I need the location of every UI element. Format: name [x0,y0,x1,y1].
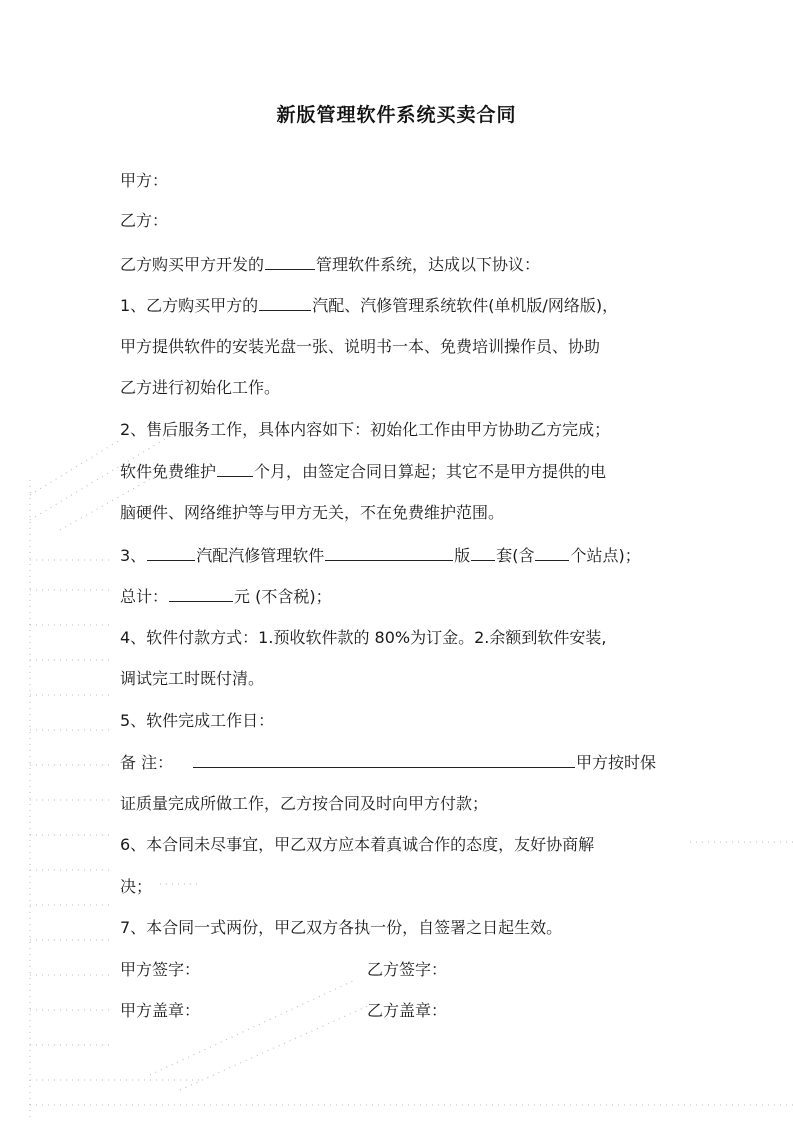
clause3-prefix: 3、 [120,546,147,565]
party-b-signature-label: 乙方签字： [367,960,448,979]
clause3-sets-blank[interactable] [471,544,495,561]
party-a-line: 甲方： [120,171,169,190]
clause1-blank[interactable] [259,294,311,311]
clause1-line1 [120,294,618,317]
clause1-line2: 甲方提供软件的安装光盘一张、说明书一本、免费培训操作员、协助 [120,337,601,356]
party-a-signature-label: 甲方签字： [120,960,201,979]
contract-title: 新版管理软件系统买卖合同 [276,104,517,126]
intro-line [120,253,540,276]
clause4-line2: 调试完工时既付清。 [120,669,265,688]
clause2-text-before: 软件免费维护 [120,462,217,481]
remark-label: 备 注： [120,753,174,772]
clause4-line1: 4、软件付款方式：1.预收软件款的 80%为订金。2.余额到软件安装, [120,628,607,647]
clause3-total-line [120,585,332,608]
clause3-text-c: 套(含 [496,546,535,565]
clause5-line1: 5、软件完成工作日： [120,711,275,730]
clause7-line1: 7、本合同一式两份，甲乙双方各执一份，自签署之日起生效。 [120,918,563,937]
remark-blank[interactable] [193,751,575,768]
clause2-line2 [120,460,606,483]
clause5-line3: 证质量完成所做工作，乙方按合同及时向甲方付款； [120,794,489,813]
party-a-seal-label: 甲方盖章： [120,1001,201,1020]
clause3-line1 [120,544,641,567]
clause3-version-blank[interactable] [325,544,453,561]
software-name-blank[interactable] [265,253,315,270]
total-label: 总计： [120,587,169,606]
remark-text-after: 甲方按时保 [576,753,657,772]
clause3-text-d: 个站点)； [570,546,641,565]
clause1-text-after: 汽配、汽修管理系统软件(单机版/网络版)， [312,296,619,315]
party-b-line: 乙方： [120,211,169,230]
clause3-blank-1[interactable] [147,544,195,561]
clause1-line3: 乙方进行初始化工作。 [120,378,281,397]
clause1-text-before: 1、乙方购买甲方的 [120,296,259,315]
clause2-line3: 脑硬件、网络维护等与甲方无关，不在免费维护范围。 [120,503,505,522]
clause3-text-a: 汽配汽修管理软件 [196,546,325,565]
maintenance-months-blank[interactable] [217,460,253,477]
clause2-text-after: 个月，由签定合同日算起；其它不是甲方提供的电 [254,462,607,481]
clause3-sites-blank[interactable] [535,544,569,561]
intro-text-before: 乙方购买甲方开发的 [120,255,265,274]
total-amount-blank[interactable] [169,585,233,602]
party-b-seal-label: 乙方盖章： [367,1001,448,1020]
clause2-line1: 2、售后服务工作，具体内容如下：初始化工作由甲方协助乙方完成； [120,420,611,439]
clause3-text-b: 版 [454,546,471,565]
clause5-remark-line [120,751,656,774]
clause6-line2: 决； [120,877,153,896]
clause6-line1: 6、本合同未尽事宜，甲乙双方应本着真诚合作的态度，友好协商解 [120,835,595,854]
total-text-after: 元 (不含税)； [234,587,332,606]
intro-text-after: 管理软件系统，达成以下协议： [316,255,541,274]
